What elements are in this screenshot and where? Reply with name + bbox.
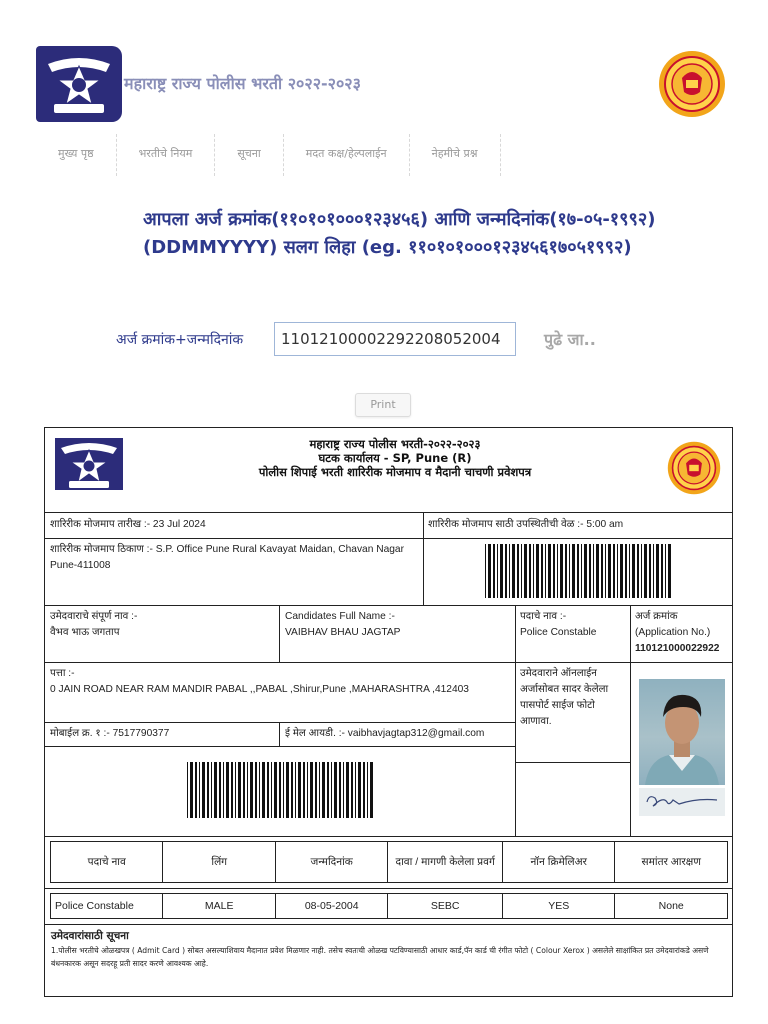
card-police-logo (55, 438, 123, 490)
instruction-text (143, 206, 713, 262)
nav-notices[interactable]: सूचना (215, 134, 283, 176)
header-dob: जन्मदिनांक (275, 842, 387, 883)
post-label: पदाचे नाव :- (520, 611, 567, 622)
post-name: Police Constable (520, 627, 597, 638)
search-label: अर्ज क्रमांक+जन्मदिनांक (116, 332, 244, 348)
category-header-table (50, 841, 728, 883)
candidate-name-marathi-label: उमेदवाराचे संपूर्ण नाव :- (50, 611, 138, 622)
exam-venue: शारिरीक मोजमाप ठिकाण :- S.P. Office Pune Rural Kavayat Maidan, Chavan Nagar Pune-411008 (50, 544, 404, 571)
go-button[interactable]: पुढे जा.. (544, 330, 596, 349)
header-parallel-reservation: समांतर आरक्षण (615, 842, 728, 883)
maharashtra-seal-icon (658, 50, 726, 118)
photo-note: उमेदवाराने ऑनलाईन अर्जासोबत सादर केलेला पासपोर्ट साईज फोटो आणावा. (520, 668, 609, 727)
value-parallel-reservation: None (615, 894, 728, 919)
address-label: पत्ता :- (50, 668, 75, 679)
notice-title: उमेदवारांसाठी सूचना (51, 930, 129, 942)
site-title: महाराष्ट्र राज्य पोलीस भरती २०२२-२०२३ (124, 74, 361, 93)
person-photo-icon (639, 679, 725, 785)
card-title-1: महाराष्ट्र राज्य पोलीस भरती-२०२२-२०२३ (309, 437, 481, 451)
nav-home[interactable]: मुख्य पृष्ठ (36, 134, 117, 176)
nav-faq[interactable]: नेहमीचे प्रश्न (410, 134, 501, 176)
candidate-name-marathi: वैभव भाऊ जगताप (50, 627, 120, 638)
candidate-photo (639, 679, 725, 785)
candidate-signature (639, 788, 725, 816)
police-star-icon (44, 52, 114, 116)
nav-helpline[interactable]: मदत कक्ष/हेल्पलाईन (284, 134, 410, 176)
card-police-star-icon (55, 438, 123, 490)
card-seal-icon (667, 441, 721, 495)
reporting-time: शारिरीक मोजमाप साठी उपस्थितीची वेळ :- 5:00 am (428, 519, 624, 530)
address: 0 JAIN ROAD NEAR RAM MANDIR PABAL ,,PABAL ,Shirur,Pune ,MAHARASHTRA ,412403 (50, 684, 469, 695)
main-nav (36, 134, 501, 176)
application-number-input[interactable] (274, 322, 516, 356)
signature-mark (639, 788, 725, 816)
candidate-name-english: VAIBHAV BHAU JAGTAP (285, 627, 401, 638)
header-non-creamy-layer: नॉन क्रिमेलिअर (502, 842, 614, 883)
card-title-2: घटक कार्यालय - SP, Pune (R) (318, 451, 472, 465)
candidate-name-english-label: Candidates Full Name :- (285, 611, 395, 622)
instruction-line-2: (DDMMYYYY) सलग लिहा (eg. ११०१०१०००१२३४५६१७०५१९९२) (143, 237, 632, 258)
header-category: दावा / मागणी केलेला प्रवर्ग (388, 842, 503, 883)
value-non-creamy-layer: YES (502, 894, 614, 919)
category-value-table (50, 893, 728, 919)
card-title-3: पोलीस शिपाई भरती शारिरीक मोजमाप व मैदानी चाचणी प्रवेशपत्र (258, 465, 532, 479)
header-gender: लिंग (163, 842, 275, 883)
application-number-label-en: (Application No.) (635, 627, 711, 638)
nav-recruitment-rules[interactable]: भरतीचे नियम (117, 134, 216, 176)
header-post: पदाचे नाव (51, 842, 163, 883)
table-row (51, 894, 728, 919)
exam-date: शारिरीक मोजमाप तारीख :- 23 Jul 2024 (50, 519, 206, 530)
email-id: ई मेल आयडी. :- vaibhavjagtap312@gmail.com (285, 728, 485, 739)
value-category: SEBC (388, 894, 503, 919)
value-post: Police Constable (51, 894, 163, 919)
police-logo[interactable] (36, 46, 122, 122)
candidate-barcode (185, 762, 375, 818)
card-header (135, 437, 655, 479)
application-number-label: अर्ज क्रमांक (635, 611, 678, 622)
value-dob: 08-05-2004 (275, 894, 387, 919)
application-number: 110121000022922 (635, 643, 720, 654)
notice-body: 1.पोलीस भरतीचे ओळखपत्र ( Admit Card ) सोबत असल्याशिवाय मैदानात प्रवेश मिळणार नाही. तसेच स्वतःची ओळख पटविण्यासाठी आधार कार्ड,पॅन कार्ड ची रंगीत फोटो ( Colour Xerox ) असलेले साक्षांकित प्रत उमेदवारांकडे असणे बंधनकारक असून सदरहू प्रती सादर करणे आवश्यक आहे. (51, 946, 709, 968)
instruction-line-1: आपला अर्ज क्रमांक(११०१०१०००१२३४५६) आणि जन्मदिनांक(१७-०५-१९९२) (143, 209, 656, 230)
venue-barcode (483, 544, 673, 598)
admit-card (44, 427, 733, 997)
value-gender: MALE (163, 894, 275, 919)
mobile-number: मोबाईल क्र. १ :- 7517790377 (50, 728, 170, 739)
print-button[interactable]: Print (355, 393, 411, 417)
